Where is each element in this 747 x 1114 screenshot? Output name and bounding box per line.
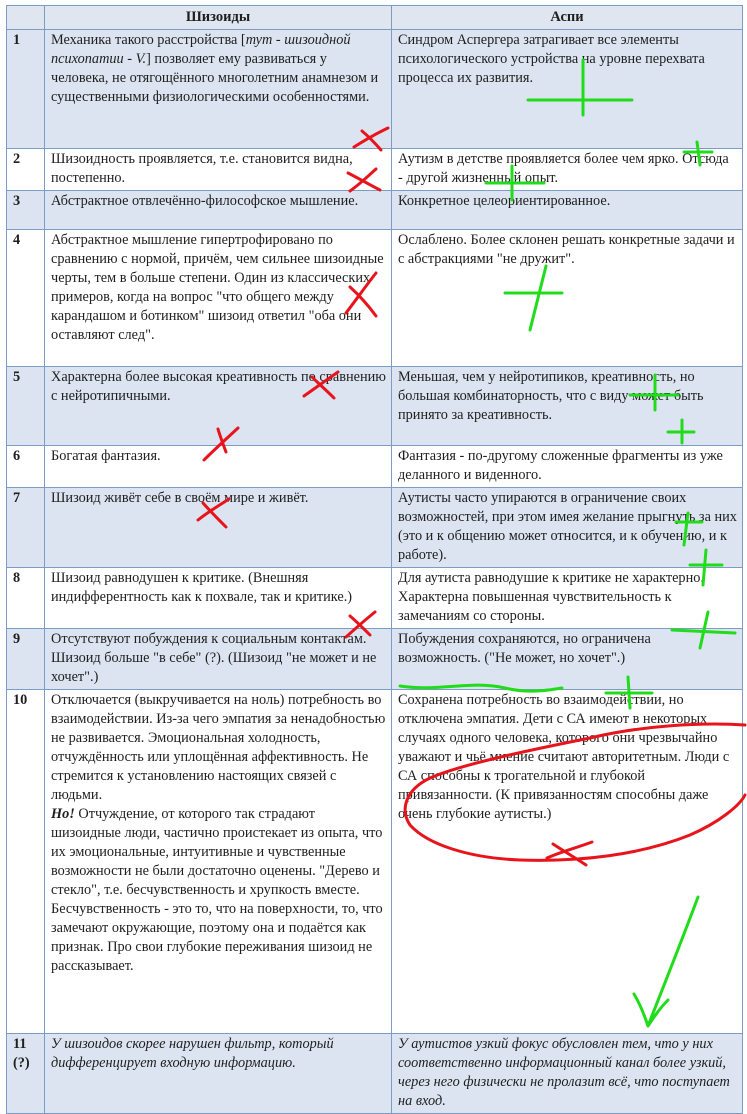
table-header-row <box>7 6 743 30</box>
schizoid-cell: Богатая фантазия. <box>45 446 392 488</box>
aspie-cell: Побуждения сохраняются, но ограничена возможность. ("Не может, но хочет".) <box>392 629 743 690</box>
aspie-cell: Для аутиста равнодушие к критике не характерно. Характерна повышенная чувствительность к замечаниям со стороны. <box>392 568 743 629</box>
row-number: 5 <box>7 367 45 446</box>
row-number: 4 <box>7 230 45 367</box>
row-number: 9 <box>7 629 45 690</box>
cell-text-italic: тут - шизоидной психопатии - V. <box>51 32 351 67</box>
aspie-cell: Ослаблено. Более склонен решать конкретные задачи и с абстракциями "не дружит". <box>392 230 743 367</box>
table-row <box>7 367 743 446</box>
table-row <box>7 149 743 191</box>
header-aspie: Аспи <box>392 6 743 30</box>
cell-text: Отключается (выкручивается на ноль) потребность во взаимодействии. Из-за чего эмпатия за ненадобностью не развивается. Эмоциональная холодность, отчуждённость или уплощённая аффективность. Не стремится к установлению настоящих связей с людьми. <box>51 692 386 803</box>
table-row <box>7 191 743 230</box>
row-number: 8 <box>7 568 45 629</box>
row-number: 3 <box>7 191 45 230</box>
cell-text: ] позволяет ему развиваться у человека, не отягощённого многолетним анамнезом и существенными физиологическими особенностями. <box>51 51 379 105</box>
schizoid-cell <box>45 30 392 149</box>
aspie-cell: Фантазия - по-другому сложенные фрагменты из уже деланного и виденного. <box>392 446 743 488</box>
row-number: 2 <box>7 149 45 191</box>
header-schizoids: Шизоиды <box>45 6 392 30</box>
header-num <box>7 6 45 30</box>
comparison-table <box>6 5 743 1114</box>
cell-text: Механика такого расстройства [ <box>51 32 246 48</box>
schizoid-cell: Отсутствуют побуждения к социальным контактам. Шизоид больше "в себе" (?). (Шизоид "не может и не хочет".) <box>45 629 392 690</box>
aspie-cell: Аутизм в детстве проявляется более чем ярко. Отсюда - другой жизненный опыт. <box>392 149 743 191</box>
table-row <box>7 30 743 149</box>
row-number: 6 <box>7 446 45 488</box>
cell-text: Отчуждение, от которого так страдают шизоидные люди, частично проистекает из опыта, что их эмоциональные, интуитивные и чувственные возможности не были достаточно оценены. "Дерево и стекло", т.е. бесчувственность и хрупкость вместе. Бесчувственность - это то, что на поверхности, то, что замечают окружающие, поэтому она и подаётся как признак. Про свои глубокие переживания шизоид не рассказывает. <box>51 806 383 974</box>
row-number: 10 <box>7 690 45 1034</box>
schizoid-cell: Абстрактное мышление гипертрофировано по сравнению с нормой, причём, чем сильнее шизоидные черты, тем в больше степени. Один из классических примеров, когда на вопрос "что общего между карандашом и ботинком" шизоид ответил "оба они оставляют след". <box>45 230 392 367</box>
cell-text-bold-italic: Но! <box>51 806 75 822</box>
aspie-cell: У аутистов узкий фокус обусловлен тем, что у них соответственно информационный канал более узкий, через него физически не пролазит всё, что поступает на вход. <box>392 1034 743 1114</box>
table-row <box>7 1034 743 1114</box>
aspie-cell: Конкретное целеориентированное. <box>392 191 743 230</box>
aspie-cell: Синдром Аспергера затрагивает все элементы психологического устройства на уровне перехвата процесса их развития. <box>392 30 743 149</box>
schizoid-cell: Шизоид живёт себе в своём мире и живёт. <box>45 488 392 568</box>
table-row <box>7 488 743 568</box>
row-number: 7 <box>7 488 45 568</box>
table-row <box>7 230 743 367</box>
table-row <box>7 568 743 629</box>
schizoid-cell: Шизоид равнодушен к критике. (Внешняя индифферентность как к похвале, так и критике.) <box>45 568 392 629</box>
row-number: 1 <box>7 30 45 149</box>
schizoid-cell <box>45 690 392 1034</box>
table-row <box>7 446 743 488</box>
table-row <box>7 629 743 690</box>
schizoid-cell: У шизоидов скорее нарушен фильтр, который дифференцирует входную информацию. <box>45 1034 392 1114</box>
aspie-cell: Аутисты часто упираются в ограничение своих возможностей, при этом имея желание прыгнуть за них (это и к общению может относится, и к обучению, и к работе). <box>392 488 743 568</box>
table-row <box>7 690 743 1034</box>
aspie-cell: Меньшая, чем у нейротипиков, креативность, но большая комбинаторность, что с виду может быть принято за креативность. <box>392 367 743 446</box>
schizoid-cell: Характерна более высокая креативность по сравнению с нейротипичными. <box>45 367 392 446</box>
row-number: 11 (?) <box>7 1034 45 1114</box>
schizoid-cell: Абстрактное отвлечённо-философское мышление. <box>45 191 392 230</box>
schizoid-cell: Шизоидность проявляется, т.е. становится видна, постепенно. <box>45 149 392 191</box>
aspie-cell: Сохранена потребность во взаимодействии, но отключена эмпатия. Дети с СА имеют в некоторых случаях одного человека, которого они чрезвычайно уважают и чьё мнение считают авторитетным. Люди с СА способны к трогательной и глубокой привязанности. (К привязанностям способны даже очень глубокие аутисты.) <box>392 690 743 1034</box>
